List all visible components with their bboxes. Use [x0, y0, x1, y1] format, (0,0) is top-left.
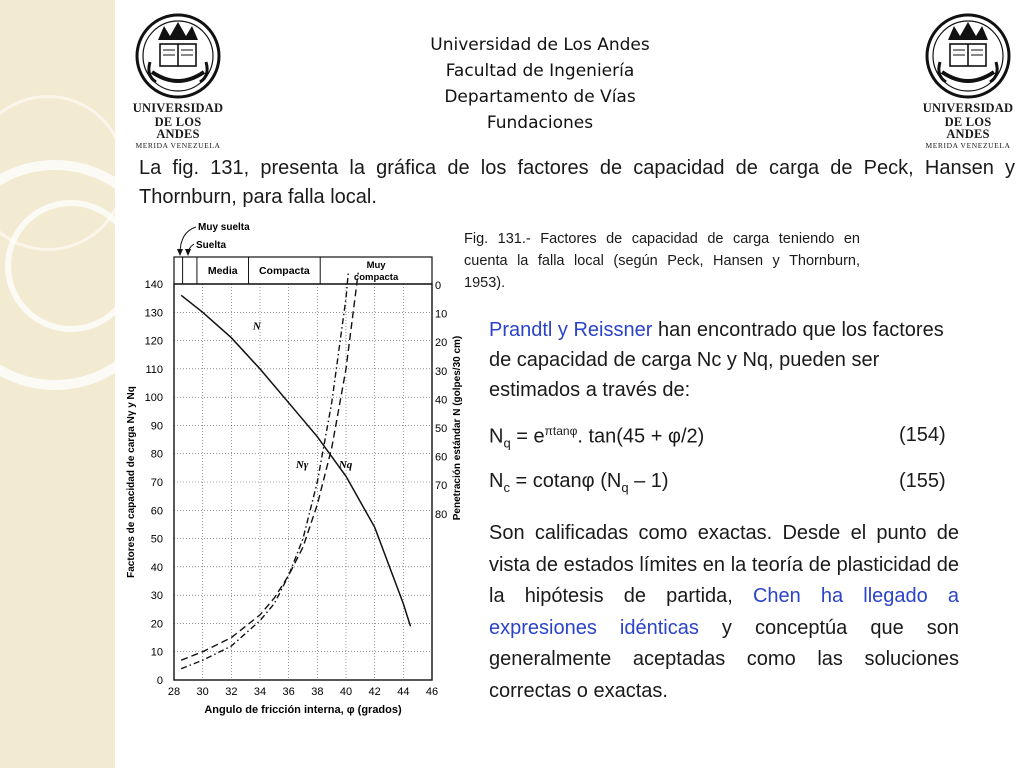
highlighted-authors: Prandtl y Reissner	[489, 319, 653, 341]
y-right-tick-label: 20	[435, 337, 448, 350]
page-header	[390, 32, 690, 136]
y-tick-label: 50	[150, 533, 163, 546]
equation-number: (155)	[899, 470, 946, 492]
series-line-ngamma	[181, 273, 348, 669]
x-axis-label: Angulo de fricción interna, φ (grados)	[204, 704, 402, 716]
intro-paragraph: La fig. 131, presenta la gráfica de los factores de capacidad de carga de Peck, Hansen y Thornburn, para falla local.	[139, 157, 1015, 208]
y-right-tick-label: 10	[435, 308, 448, 321]
y-tick-label: 120	[144, 335, 163, 348]
y-right-axis-label: Penetración estándar N (golpes/30 cm)	[452, 335, 463, 521]
paragraph-text: han encontrado que los factores de capacidad de carga Nc y Nq, pueden ser estimados a través de:	[489, 319, 944, 401]
density-arrowhead	[185, 249, 191, 256]
y-tick-label: 140	[144, 279, 163, 291]
density-zone-label: compacta	[353, 272, 399, 283]
figure-caption: Fig. 131.- Factores de capacidad de carga teniendo en cuenta la falla local (según Peck, Hansen y Thornburn, 1953).	[464, 231, 860, 291]
left-decorative-band	[0, 0, 115, 768]
logo-text: DE LOS ANDES	[154, 115, 202, 141]
density-zone-label: Muy	[366, 260, 386, 271]
series-label: N	[252, 320, 261, 333]
university-logo-left	[132, 12, 224, 150]
university-seal-icon	[134, 12, 222, 100]
y-tick-label: 0	[156, 675, 163, 687]
logo-text: UNIVERSIDAD	[132, 101, 224, 115]
x-tick-label: 42	[368, 686, 381, 698]
logo-text: UNIVERSIDAD	[922, 101, 1014, 115]
header-faculty: Facultad de Ingeniería	[445, 61, 635, 81]
density-arrowhead	[177, 249, 183, 256]
x-tick-label: 34	[253, 686, 267, 698]
x-tick-label: 46	[425, 686, 439, 698]
paragraph-text: y conceptúa que son generalmente aceptadas como las soluciones correctas o exactas.	[489, 616, 959, 702]
y-right-tick-label: 50	[435, 423, 448, 435]
y-tick-label: 10	[150, 646, 163, 659]
paragraph-text: Son calificadas como exactas. Desde el punto de vista de estados límites en la teoría de plasticidad de la hipótesis de partida,	[489, 522, 959, 607]
y-tick-label: 20	[150, 618, 163, 631]
y-tick-label: 100	[144, 392, 163, 405]
equation-number: (154)	[899, 424, 946, 446]
equation-154: $N_q = e^{\pi tan\varphi}$. tan(45 + φ/2) (154)	[489, 424, 946, 451]
density-zone-label: Compacta	[258, 265, 310, 277]
y-tick-label: 60	[150, 505, 163, 518]
prandtl-paragraph	[489, 315, 959, 405]
y-tick-label: 110	[145, 363, 163, 376]
x-tick-label: 36	[282, 686, 295, 698]
y-right-tick-label: 30	[435, 365, 448, 378]
bearing-capacity-chart	[120, 218, 465, 718]
x-tick-label: 28	[167, 686, 181, 698]
x-tick-label: 30	[196, 686, 209, 698]
y-tick-label: 130	[144, 307, 163, 320]
header-department: Departamento de Vías	[444, 87, 636, 107]
y-tick-label: 30	[150, 590, 163, 603]
logo-subtext: MERIDA VENEZUELA	[135, 141, 221, 150]
decorative-ring	[5, 200, 137, 332]
y-right-tick-label: 0	[435, 280, 442, 292]
y-tick-label: 80	[150, 448, 163, 461]
x-tick-label: 40	[339, 686, 353, 698]
y-right-tick-label: 40	[435, 394, 448, 407]
y-tick-label: 90	[150, 420, 163, 433]
logo-subtext: MERIDA VENEZUELA	[925, 141, 1011, 150]
header-university: Universidad de Los Andes	[430, 35, 650, 55]
equation-155: $N_c = cotan\varphi$ $(N_q - 1)$ (155)	[489, 470, 946, 495]
university-seal-icon	[924, 12, 1012, 100]
university-logo-right	[922, 12, 1014, 150]
density-label-top: Suelta	[196, 240, 227, 251]
series-line-nq	[181, 273, 358, 661]
chen-paragraph	[489, 518, 959, 707]
y-right-tick-label: 60	[435, 451, 448, 464]
density-zone-label: Media	[207, 265, 238, 277]
logo-text: DE LOS ANDES	[944, 115, 992, 141]
y-tick-label: 40	[150, 561, 163, 574]
highlighted-chen: Chen ha llegado a expresiones idénticas	[489, 585, 960, 639]
x-tick-label: 44	[397, 686, 410, 698]
y-right-tick-label: 70	[435, 480, 448, 493]
y-tick-label: 70	[150, 477, 163, 489]
density-label-top: Muy suelta	[198, 222, 250, 233]
series-label: Nγ	[295, 458, 309, 471]
x-tick-label: 38	[311, 686, 324, 698]
x-tick-label: 32	[225, 686, 238, 698]
header-course: Fundaciones	[486, 113, 594, 133]
series-label: Nq	[338, 458, 353, 471]
y-right-tick-label: 80	[435, 508, 448, 521]
y-axis-label: Factores de capacidad de carga Nγ y Nq	[126, 386, 137, 578]
